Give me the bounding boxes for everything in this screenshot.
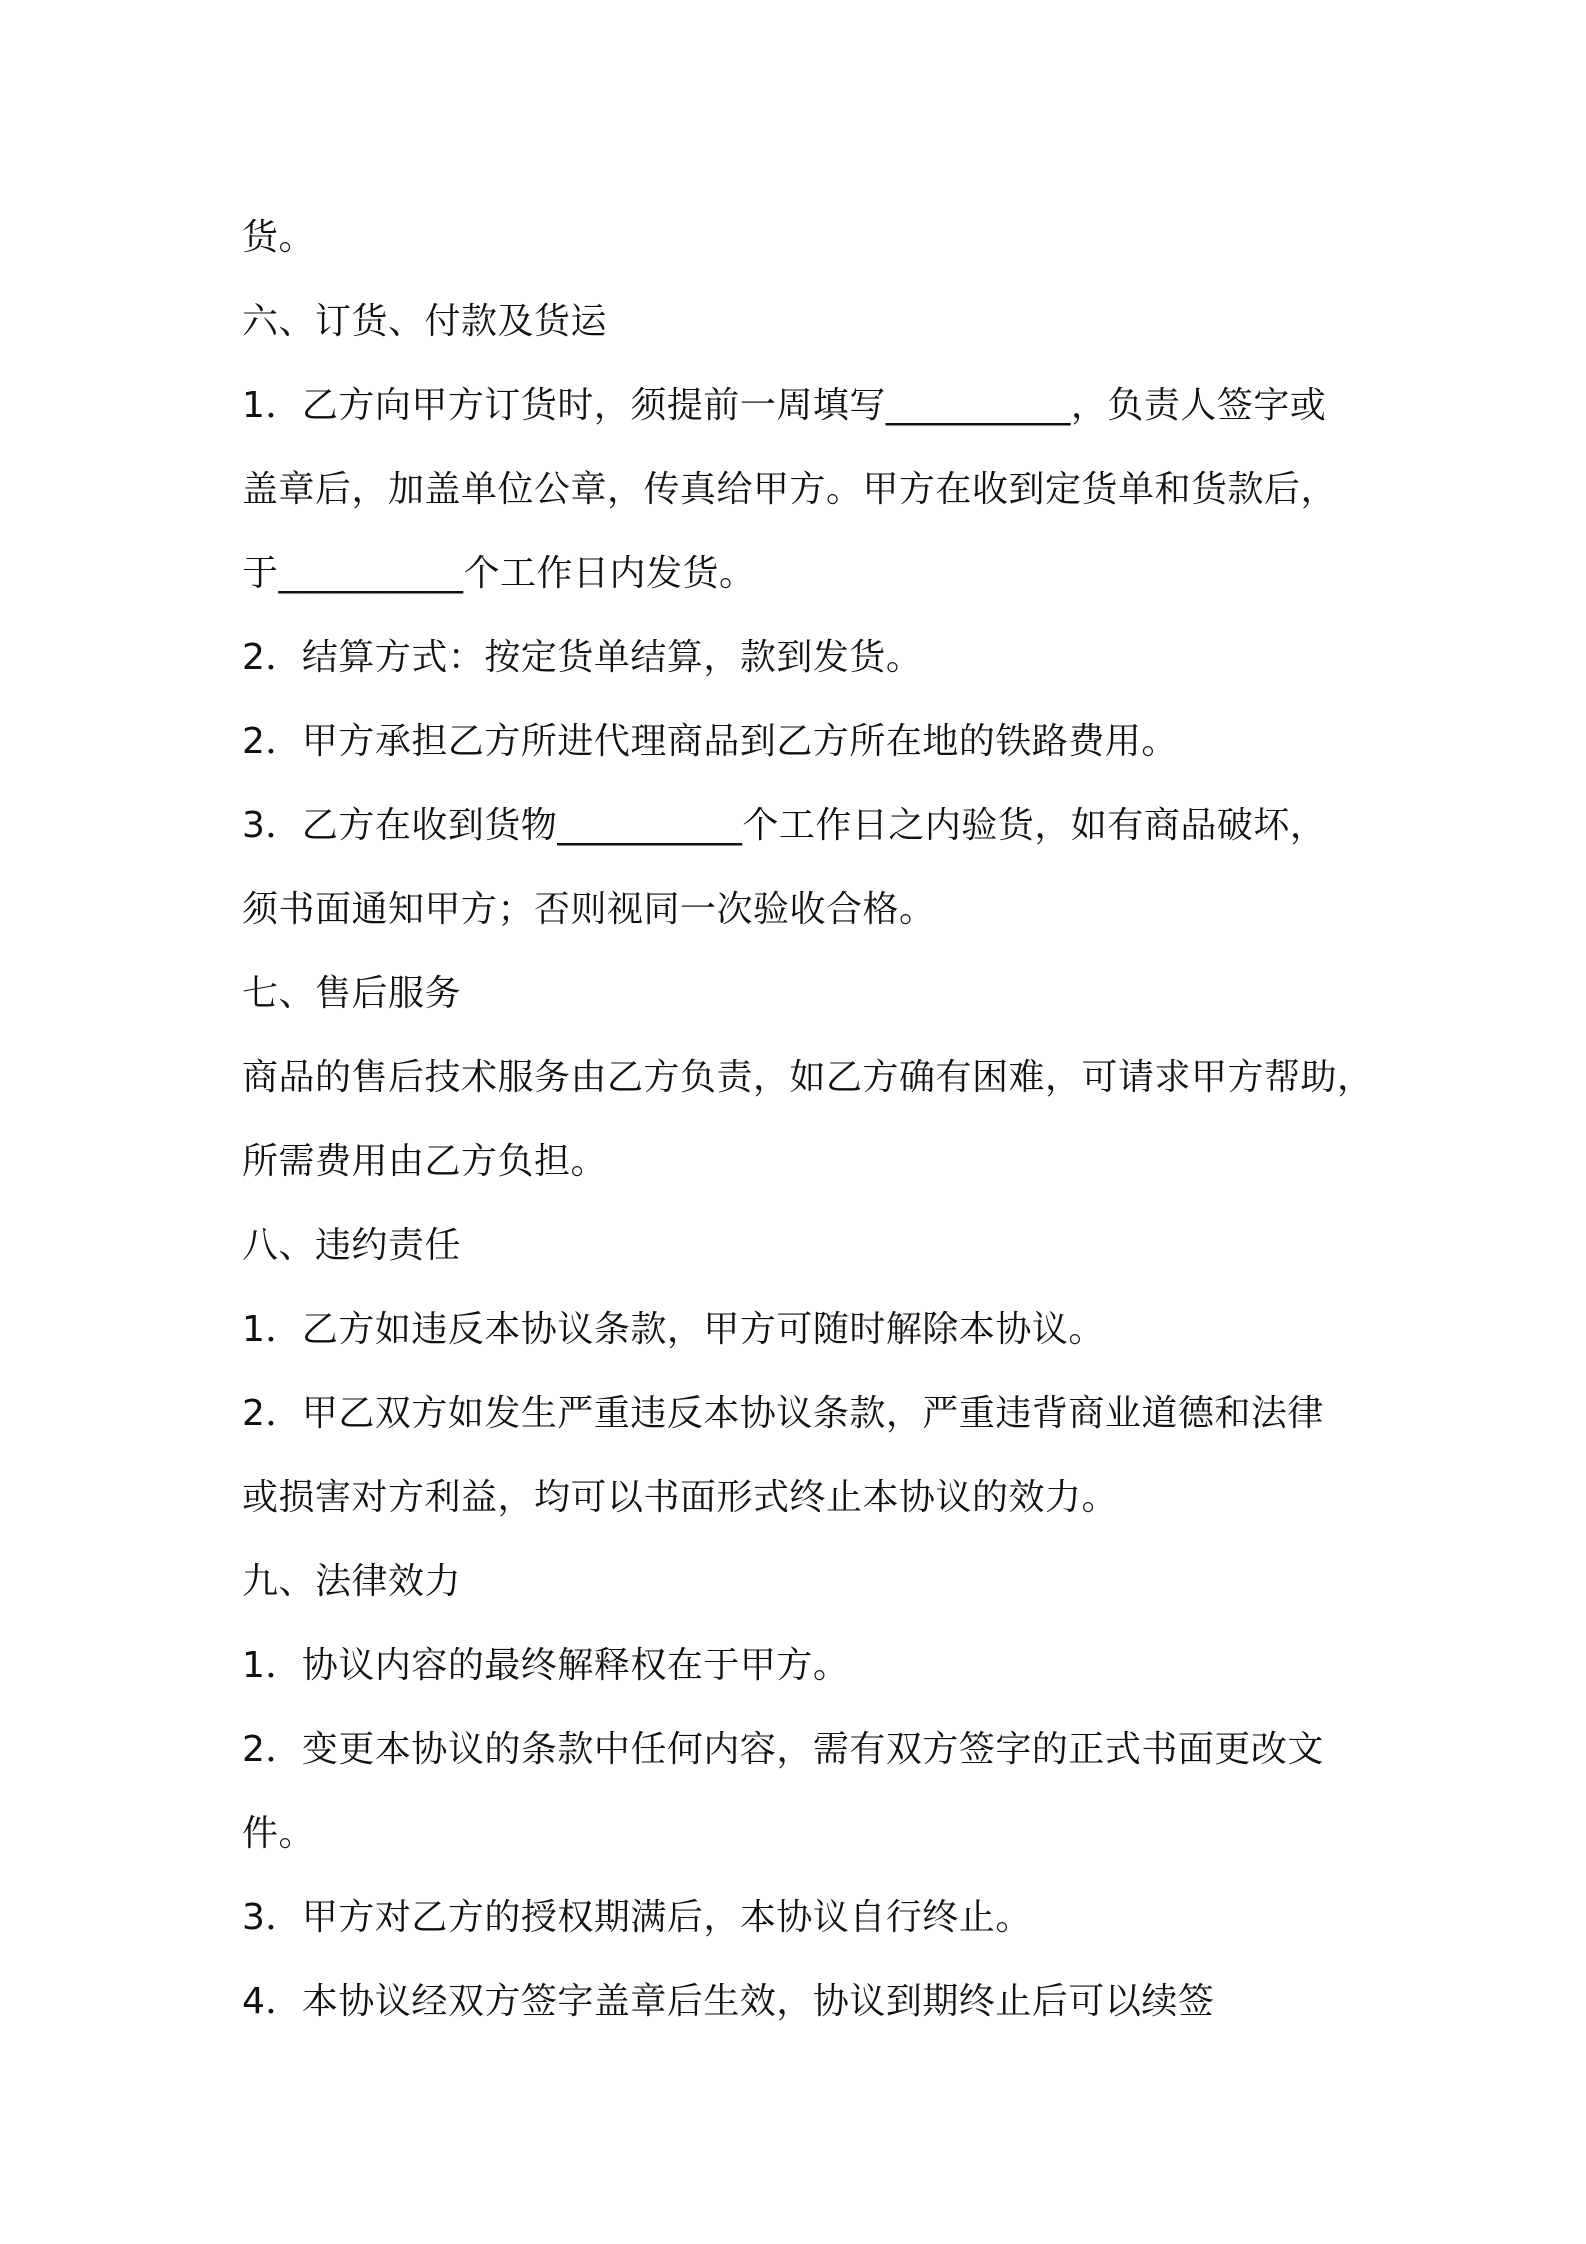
- text-line: 货。: [242, 217, 316, 258]
- text-line: 2．结算方式：按定货单结算，款到发货。: [242, 637, 923, 678]
- text-line: 2．变更本协议的条款中任何内容，需有双方签字的正式书面更改文: [242, 1729, 1324, 1770]
- text-line: 须书面通知甲方；否则视同一次验收合格。: [242, 889, 936, 930]
- document-body: [242, 196, 1374, 2044]
- text-line: 3．乙方在收到货物__________个工作日之内验货，如有商品破坏，: [242, 805, 1327, 846]
- text-line: 商品的售后技术服务由乙方负责，如乙方确有困难，可请求甲方帮助，: [242, 1057, 1374, 1098]
- text-line: 或损害对方利益，均可以书面形式终止本协议的效力。: [242, 1477, 1119, 1518]
- section-heading-after-sales: 七、售后服务: [242, 973, 462, 1014]
- text-line: 2．甲方承担乙方所进代理商品到乙方所在地的铁路费用。: [242, 721, 1178, 762]
- text-line: 3．甲方对乙方的授权期满后，本协议自行终止。: [242, 1897, 1032, 1938]
- text-line: 1．乙方如违反本协议条款，甲方可随时解除本协议。: [242, 1309, 1105, 1350]
- section-heading-legal-effect: 九、法律效力: [242, 1561, 462, 1602]
- text-line: 件。: [242, 1813, 316, 1854]
- text-line: 1．协议内容的最终解释权在于甲方。: [242, 1645, 850, 1686]
- text-line: 4．本协议经双方签字盖章后生效，协议到期终止后可以续签: [242, 1981, 1215, 2022]
- section-heading-ordering: 六、订货、付款及货运: [242, 301, 608, 342]
- text-line: 盖章后，加盖单位公章，传真给甲方。甲方在收到定货单和货款后，: [242, 469, 1338, 510]
- section-heading-liability: 八、违约责任: [242, 1225, 462, 1266]
- text-line: 于__________个工作日内发货。: [242, 553, 756, 594]
- text-line: 所需费用由乙方负担。: [242, 1141, 608, 1182]
- text-line: 2．甲乙双方如发生严重违反本协议条款，严重违背商业道德和法律: [242, 1393, 1324, 1434]
- text-line: 1．乙方向甲方订货时，须提前一周填写__________，负责人签字或: [242, 385, 1327, 426]
